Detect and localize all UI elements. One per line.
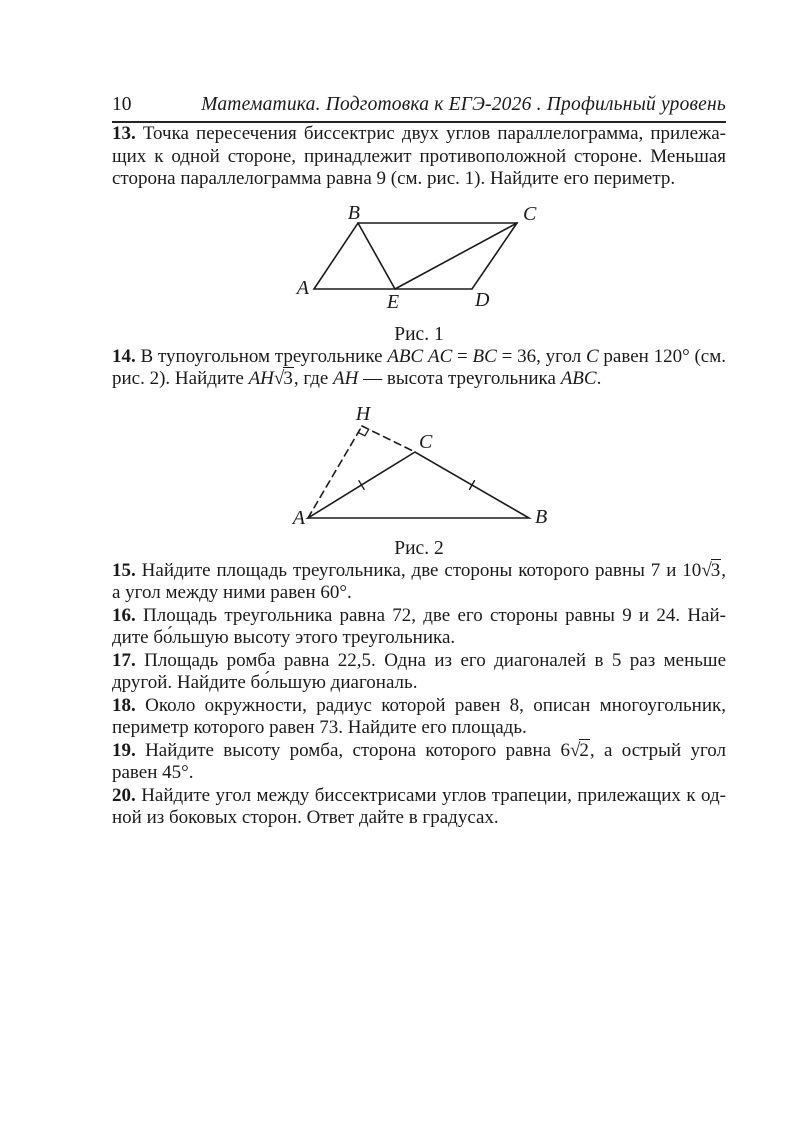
problem-17: 17. Площадь ромба равна 22,5. Одна из его диагоналей в 5 раз меньше другой. Найдите бо́льшую диагональ. <box>112 649 726 693</box>
problem-19: 19. Найдите высоту ромба, сторона которого равна 6√2, а острый угол равен 45°. <box>112 739 727 783</box>
dashed-segment-ah <box>308 426 362 518</box>
problem-13: 13. Точка пересечения биссектрис двух углов параллелограмма, прилежащих к одной стороне, принадлежит противоположной стороне. Меньшая сторона параллелограмма равна 9 (см. рис. 1). Найдите его периметр. <box>112 123 726 189</box>
vertex-label-d: D <box>475 288 490 311</box>
problem-14: 14. В тупоугольном треугольнике ABC AC = BC = 36, угол C равен 120° (см. рис. 2). Найдите AH√3, где AH — высота треугольника ABC. <box>112 345 726 389</box>
page-number: 10 <box>112 94 132 115</box>
figure-2 <box>112 406 726 560</box>
running-header <box>112 94 726 123</box>
vertex-label-h: H <box>355 405 371 425</box>
parallelogram-diagram <box>279 205 559 311</box>
tick-mark-ac <box>359 480 364 489</box>
problem-18: 18. Около окружности, радиус которой равен 8, описан многоугольник, периметр которого равен 73. Найдите его площадь. <box>112 694 726 738</box>
parallelogram-outline <box>314 223 517 289</box>
vertex-label-a: A <box>292 506 305 528</box>
vertex-label-c: C <box>523 204 537 225</box>
segment-ec <box>395 223 517 289</box>
dashed-segment-hc <box>362 426 415 452</box>
triangle-diagram <box>291 406 547 528</box>
figure-2-caption: Рис. 2 <box>394 537 444 559</box>
figure-1-caption: Рис. 1 <box>394 323 444 345</box>
page-content <box>112 94 726 830</box>
problem-16: 16. Площадь треугольника равна 72, две его стороны равны 9 и 24. Найдите бо́льшую высоту этого треугольника. <box>112 604 726 648</box>
vertex-label-a: A <box>296 276 309 299</box>
problem-20: 20. Найдите угол между биссектрисами углов трапеции, прилежащих к одной из боковых сторон. Ответ дайте в градусах. <box>112 784 726 828</box>
problem-15: 15. Найдите площадь треугольника, две стороны которого равны 7 и 10√3, а угол между ними равен 60°. <box>112 559 726 603</box>
vertex-label-e: E <box>386 290 400 311</box>
figure-1 <box>112 205 726 346</box>
vertex-label-b: B <box>535 505 547 528</box>
segment-be <box>358 223 395 289</box>
vertex-label-c: C <box>419 430 433 453</box>
vertex-label-b: B <box>347 204 360 224</box>
tick-mark-cb <box>470 480 475 489</box>
running-title: Математика. Подготовка к ЕГЭ-2026 . Профильный уровень <box>201 94 726 115</box>
